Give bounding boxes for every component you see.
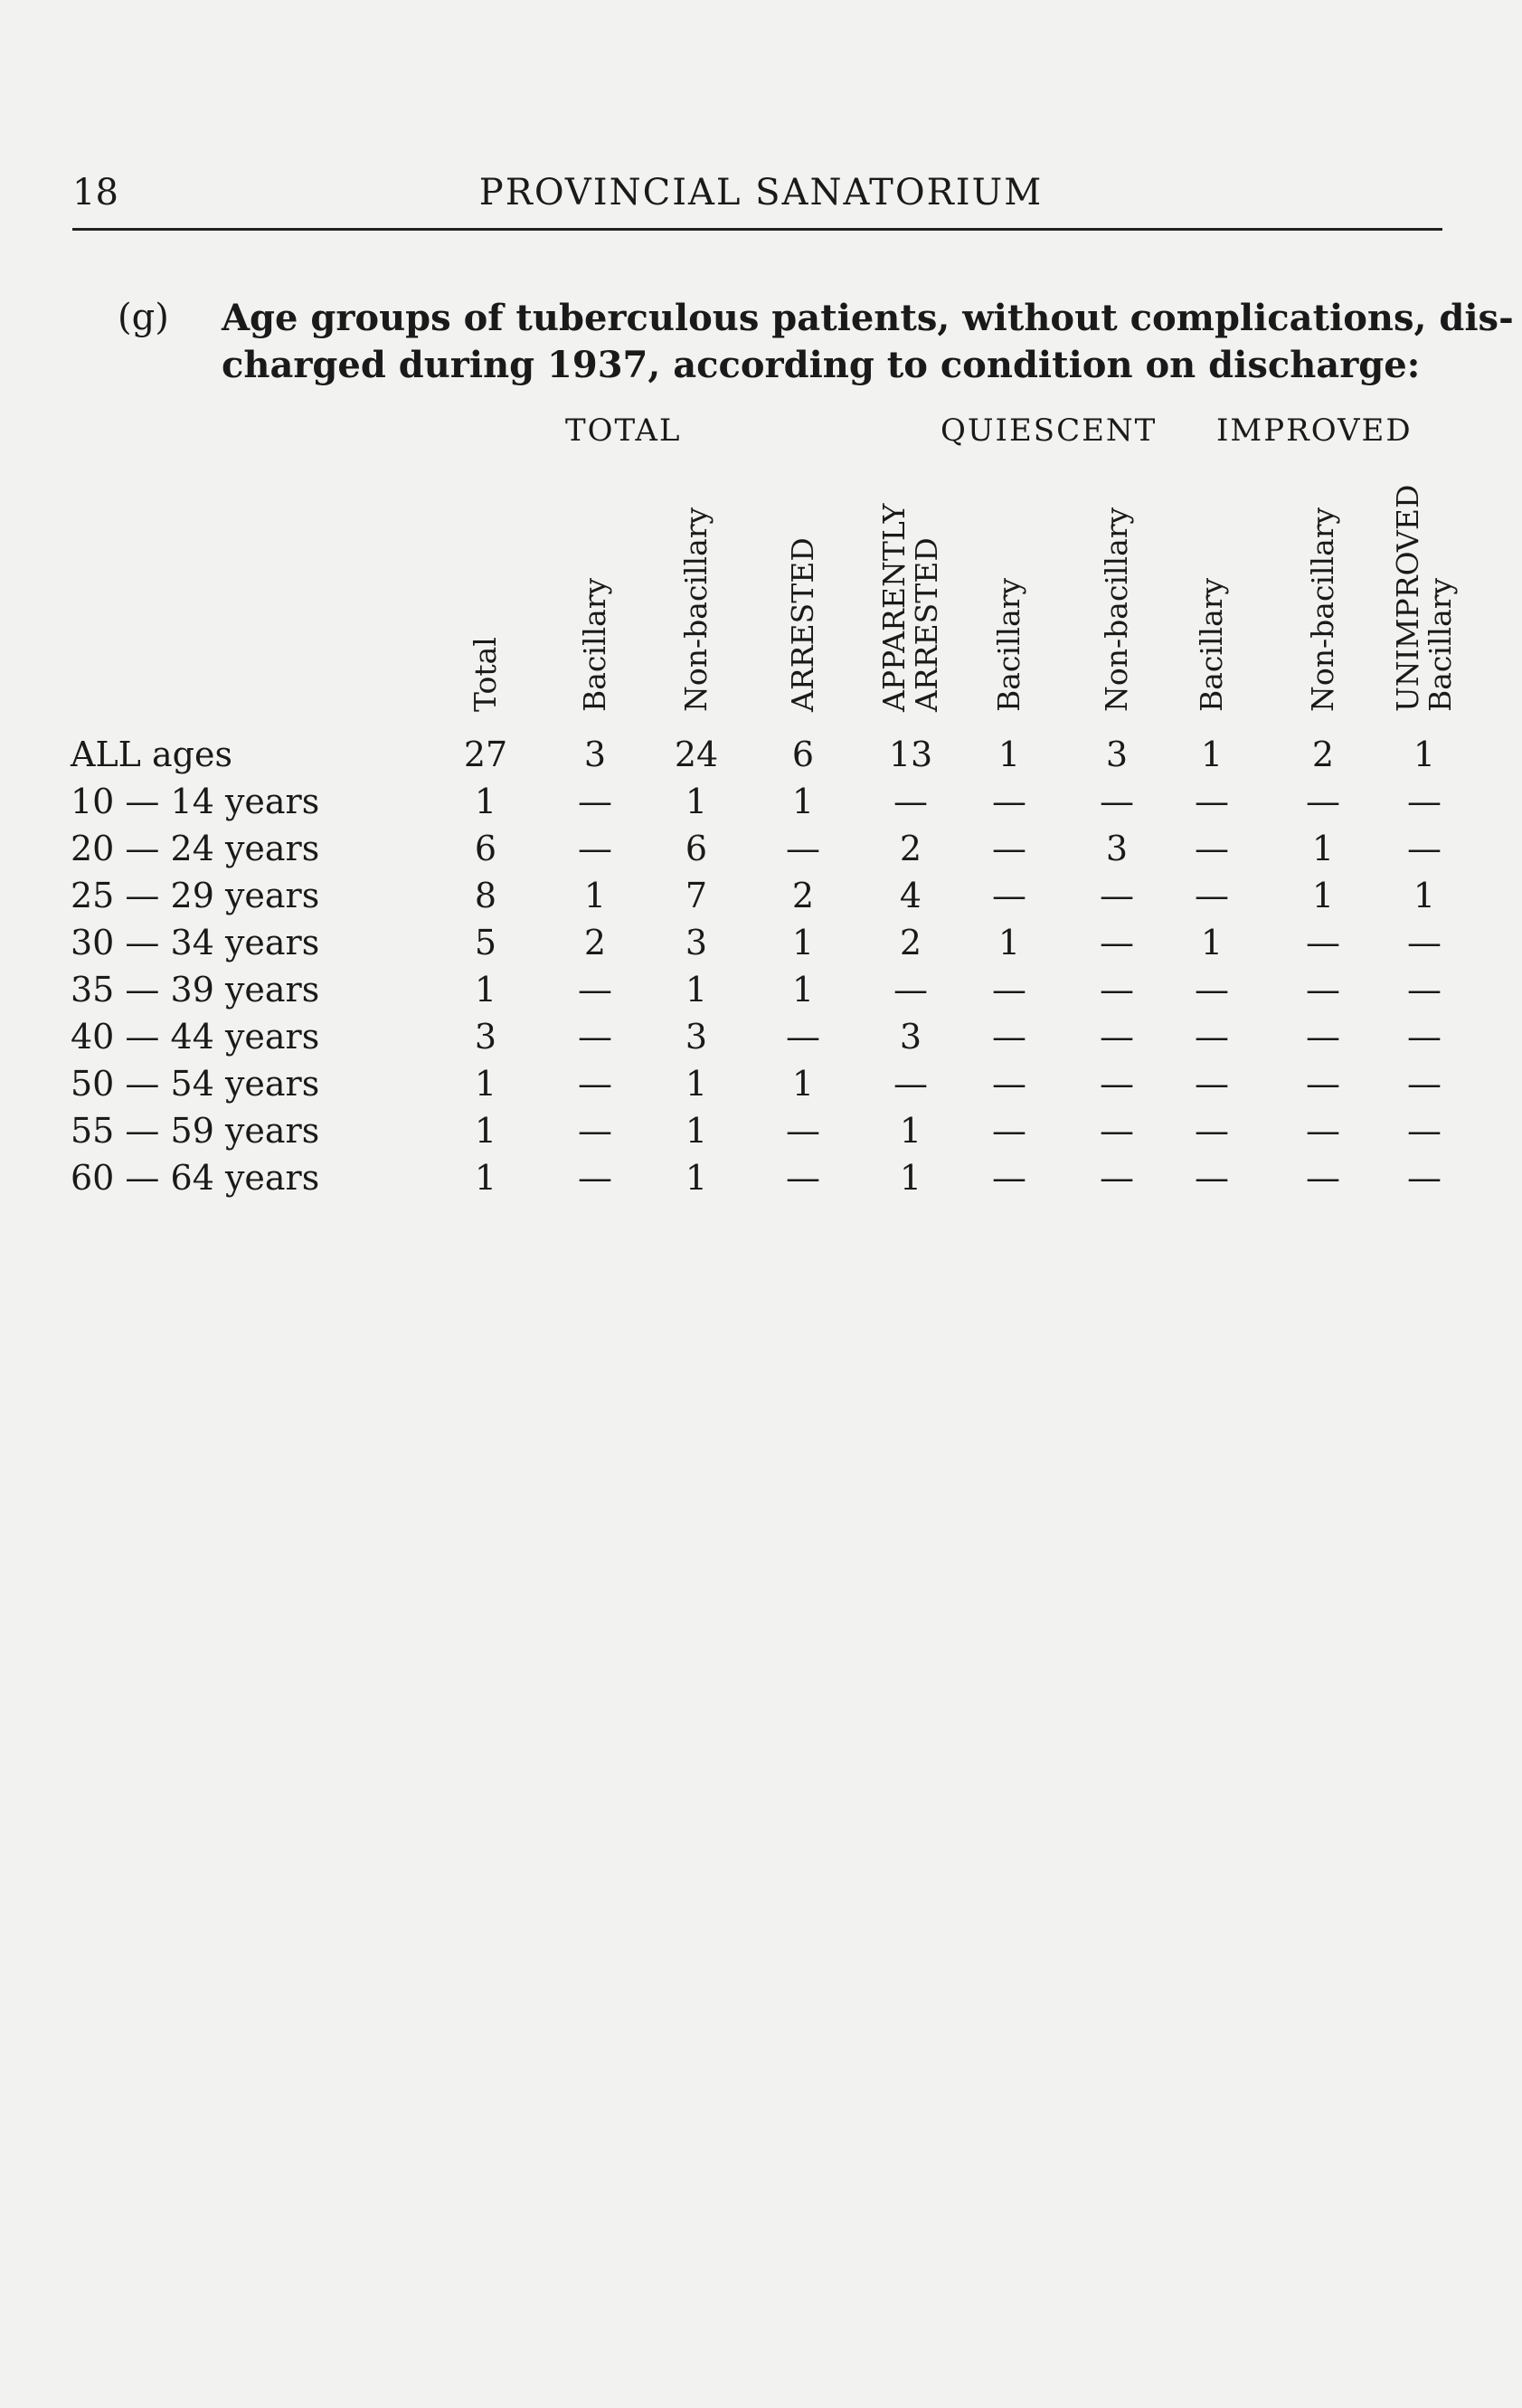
table-cell: —: [1407, 1111, 1442, 1151]
table-cell: 1: [1413, 876, 1436, 915]
column-header-text: Bacillary: [991, 577, 1026, 712]
row-label: 35 — 39 years: [71, 970, 320, 1010]
table-cell: 1: [997, 735, 1021, 774]
table-cell: 1: [1413, 735, 1436, 774]
group-header-quiescent: QUIESCENT: [941, 412, 1158, 449]
column-header-text: Bacillary: [1194, 577, 1229, 712]
table-cell: —: [893, 782, 928, 821]
column-header-text: APPARENTLY: [876, 503, 912, 712]
column-header-text: ARRESTED: [785, 537, 820, 712]
caption-line-1: Age groups of tuberculous patients, without complications, dis-: [222, 297, 1514, 339]
table-cell: —: [893, 1064, 928, 1104]
table-cell: —: [578, 1017, 612, 1057]
table-cell: 2: [583, 923, 607, 962]
table-cell: 7: [685, 876, 708, 915]
table-cell: —: [992, 782, 1026, 821]
table-cell: 1: [899, 1158, 922, 1198]
table-cell: —: [1100, 1064, 1134, 1104]
table-cell: —: [578, 1158, 612, 1198]
table-cell: 3: [474, 1017, 497, 1057]
table-cell: 1: [685, 1064, 708, 1104]
row-label: ALL ages: [71, 735, 232, 774]
column-header-text: UNIMPROVED: [1390, 484, 1425, 712]
table-cell: —: [893, 970, 928, 1010]
table-cell: —: [1407, 1017, 1442, 1057]
table-cell: 2: [899, 923, 922, 962]
row-label: 10 — 14 years: [71, 782, 320, 821]
table-cell: 1: [474, 970, 497, 1010]
table-cell: 2: [1311, 735, 1335, 774]
running-title: PROVINCIAL SANATORIUM: [478, 172, 1044, 213]
table-cell: —: [1100, 782, 1134, 821]
table-cell: —: [1407, 1064, 1442, 1104]
table-cell: 1: [1311, 829, 1335, 868]
table-cell: —: [992, 1017, 1026, 1057]
table-cell: —: [1195, 1017, 1229, 1057]
table-cell: —: [1100, 1111, 1134, 1151]
table-cell: —: [1195, 1158, 1229, 1198]
table-cell: —: [992, 1064, 1026, 1104]
table-cell: 5: [474, 923, 497, 962]
table-cell: —: [1195, 829, 1229, 868]
table-cell: 1: [791, 923, 815, 962]
table-cell: 6: [791, 735, 815, 774]
row-label: 55 — 59 years: [71, 1111, 320, 1151]
table-cell: —: [992, 876, 1026, 915]
row-label: 60 — 64 years: [71, 1158, 320, 1198]
row-label: 30 — 34 years: [71, 923, 320, 962]
table-cell: —: [1195, 1111, 1229, 1151]
page-number: 18: [72, 172, 118, 213]
column-header-text: Bacillary: [1423, 577, 1458, 712]
table-cell: 1: [899, 1111, 922, 1151]
table-cell: 4: [899, 876, 922, 915]
table-cell: —: [1407, 782, 1442, 821]
table-cell: 2: [791, 876, 815, 915]
section-marker: (g): [118, 297, 169, 338]
table-cell: 1: [997, 923, 1021, 962]
table-cell: —: [578, 970, 612, 1010]
table-cell: 1: [791, 782, 815, 821]
table-cell: 27: [463, 735, 508, 774]
caption-line-2: charged during 1937, according to condition on discharge:: [222, 344, 1421, 386]
row-label: 50 — 54 years: [71, 1064, 320, 1104]
table-cell: 1: [685, 1158, 708, 1198]
table-cell: 6: [474, 829, 497, 868]
table-cell: 1: [685, 1111, 708, 1151]
table-cell: 8: [474, 876, 497, 915]
table-cell: —: [1195, 970, 1229, 1010]
table-cell: 1: [685, 782, 708, 821]
table-cell: 1: [685, 970, 708, 1010]
column-header-text: Non-bacillary: [1305, 507, 1340, 712]
table-cell: 1: [474, 1158, 497, 1198]
table-cell: —: [1407, 970, 1442, 1010]
table-cell: 1: [583, 876, 607, 915]
table-cell: 3: [685, 923, 708, 962]
table-cell: —: [1407, 923, 1442, 962]
header-rule: [72, 228, 1442, 231]
table-cell: —: [992, 829, 1026, 868]
table-cell: 3: [583, 735, 607, 774]
table-cell: —: [1306, 1017, 1340, 1057]
table-cell: —: [1407, 829, 1442, 868]
column-header-text: Non-bacillary: [678, 507, 714, 712]
table-cell: 3: [1105, 735, 1129, 774]
table-cell: 1: [1200, 923, 1224, 962]
column-header-text: Total: [468, 637, 503, 712]
table-cell: 3: [899, 1017, 922, 1057]
table-cell: —: [1195, 782, 1229, 821]
table-cell: 3: [1105, 829, 1129, 868]
table-cell: —: [1306, 782, 1340, 821]
group-header-improved: IMPROVED: [1216, 412, 1413, 449]
table-cell: —: [1306, 923, 1340, 962]
table-cell: —: [786, 1017, 820, 1057]
table-cell: —: [1306, 1064, 1340, 1104]
table-cell: 6: [685, 829, 708, 868]
table-cell: —: [992, 1158, 1026, 1198]
table-cell: —: [1407, 1158, 1442, 1198]
table-cell: 3: [685, 1017, 708, 1057]
table-cell: —: [1306, 1111, 1340, 1151]
table-cell: 1: [791, 1064, 815, 1104]
table-cell: —: [578, 1064, 612, 1104]
table-cell: —: [1100, 1017, 1134, 1057]
table-cell: 13: [888, 735, 933, 774]
table-cell: —: [578, 1111, 612, 1151]
table-cell: 1: [1200, 735, 1224, 774]
table-cell: —: [992, 1111, 1026, 1151]
table-cell: 1: [791, 970, 815, 1010]
column-header-text: Bacillary: [577, 577, 612, 712]
row-label: 20 — 24 years: [71, 829, 320, 868]
table-cell: —: [578, 829, 612, 868]
table-cell: 1: [474, 782, 497, 821]
table-cell: —: [786, 1111, 820, 1151]
table-cell: 24: [674, 735, 719, 774]
table-cell: —: [992, 970, 1026, 1010]
table-cell: —: [1195, 1064, 1229, 1104]
group-header-total: TOTAL: [565, 412, 682, 449]
row-label: 40 — 44 years: [71, 1017, 320, 1057]
column-header-text: ARRESTED: [909, 537, 944, 712]
table-cell: —: [1100, 876, 1134, 915]
table-cell: —: [1306, 970, 1340, 1010]
table-cell: —: [1195, 876, 1229, 915]
table-cell: 1: [474, 1064, 497, 1104]
table-cell: 1: [474, 1111, 497, 1151]
table-cell: 2: [899, 829, 922, 868]
table-cell: —: [1100, 1158, 1134, 1198]
table-cell: —: [1306, 1158, 1340, 1198]
table-cell: —: [578, 782, 612, 821]
table-cell: 1: [1311, 876, 1335, 915]
table-cell: —: [786, 829, 820, 868]
table-cell: —: [1100, 923, 1134, 962]
column-header-text: Non-bacillary: [1099, 507, 1134, 712]
table-cell: —: [786, 1158, 820, 1198]
table-cell: —: [1100, 970, 1134, 1010]
row-label: 25 — 29 years: [71, 876, 320, 915]
